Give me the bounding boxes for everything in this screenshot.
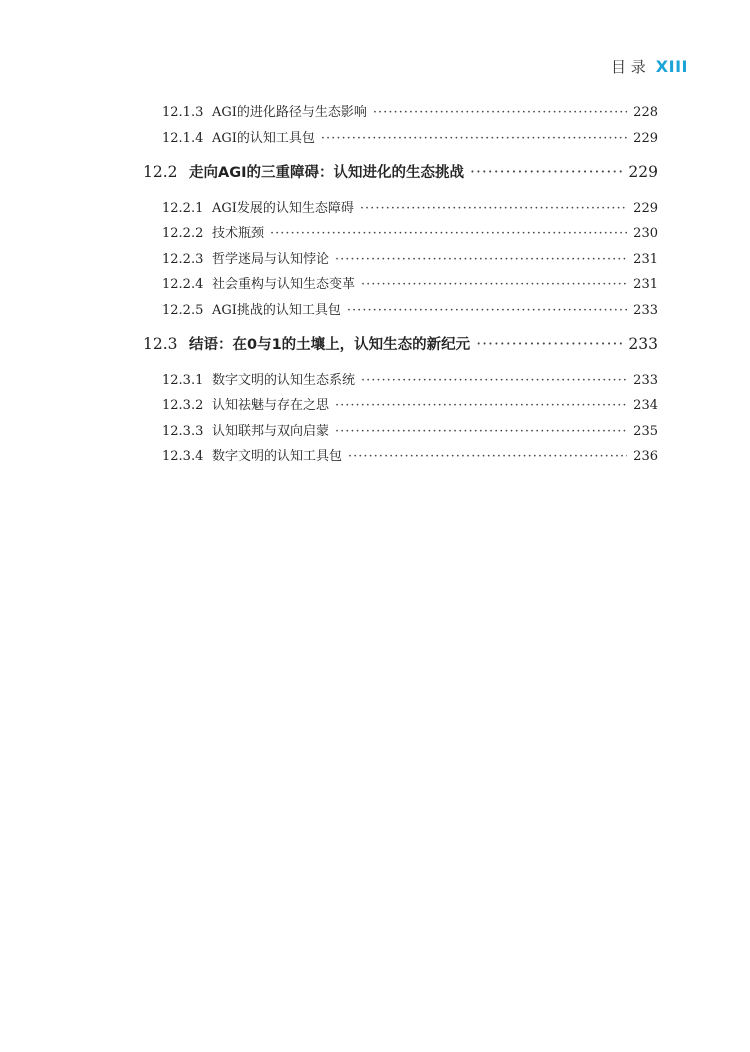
entry-page: 230 xyxy=(633,226,658,241)
leader-dots xyxy=(321,131,627,146)
leader-dots xyxy=(476,335,622,353)
toc-entry[interactable] xyxy=(162,222,658,242)
toc-entry[interactable] xyxy=(162,445,658,465)
entry-page: 234 xyxy=(633,398,658,413)
toc-entry[interactable] xyxy=(162,248,658,268)
entry-title: AGI的进化路径与生态影响 xyxy=(212,105,367,120)
leader-dots xyxy=(335,424,627,439)
leader-dots xyxy=(335,398,627,413)
toc-entry[interactable] xyxy=(162,369,658,389)
entry-page: 229 xyxy=(633,131,658,146)
toc-entry[interactable] xyxy=(162,420,658,440)
entry-number: 12.3.4 xyxy=(162,449,204,464)
toc-entry[interactable] xyxy=(162,273,658,293)
leader-dots xyxy=(373,105,627,120)
entry-title: AGI发展的认知生态障碍 xyxy=(212,201,354,216)
entry-title: 认知联邦与双向启蒙 xyxy=(212,424,330,439)
entry-number: 12.2.5 xyxy=(162,303,204,318)
running-header xyxy=(611,56,688,77)
entry-number: 12.3.3 xyxy=(162,424,204,439)
leader-dots xyxy=(360,201,627,216)
entry-number: 12.2 xyxy=(143,163,178,181)
toc-entry[interactable] xyxy=(162,394,658,414)
toc-entry[interactable] xyxy=(162,127,658,147)
entry-title: 社会重构与认知生态变革 xyxy=(212,277,356,292)
entry-title: 认知祛魅与存在之思 xyxy=(212,398,330,413)
entry-title: 技术瓶颈 xyxy=(212,226,265,241)
entry-title: 数字文明的认知工具包 xyxy=(212,449,343,464)
entry-page: 233 xyxy=(628,335,658,353)
entry-number: 12.2.2 xyxy=(162,226,204,241)
entry-title: AGI挑战的认知工具包 xyxy=(212,303,341,318)
entry-number: 12.1.3 xyxy=(162,105,204,120)
entry-number: 12.3.2 xyxy=(162,398,204,413)
entry-title: AGI的认知工具包 xyxy=(212,131,315,146)
entry-number: 12.2.3 xyxy=(162,252,204,267)
leader-dots xyxy=(361,373,627,388)
header-page-numeral: XIII xyxy=(655,57,688,76)
entry-page: 229 xyxy=(633,201,658,216)
entry-title: 哲学迷局与认知悖论 xyxy=(212,252,330,267)
entry-page: 229 xyxy=(628,163,658,181)
entry-page: 235 xyxy=(633,424,658,439)
leader-dots xyxy=(347,303,627,318)
entry-number: 12.3 xyxy=(143,335,178,353)
entry-number: 12.3.1 xyxy=(162,373,204,388)
entry-title: 结语：在0与1的土壤上，认知生态的新纪元 xyxy=(189,337,471,353)
toc-section-entry[interactable] xyxy=(143,161,658,185)
entry-title: 走向AGI的三重障碍：认知进化的生态挑战 xyxy=(189,165,465,181)
entry-number: 12.2.4 xyxy=(162,277,204,292)
leader-dots xyxy=(335,252,627,267)
leader-dots xyxy=(361,277,627,292)
entry-page: 236 xyxy=(633,449,658,464)
entry-page: 228 xyxy=(633,105,658,120)
toc-entry[interactable] xyxy=(162,197,658,217)
toc-section-entry[interactable] xyxy=(143,333,658,357)
toc-entry[interactable] xyxy=(162,101,658,121)
leader-dots xyxy=(270,226,627,241)
header-label: 目 录 xyxy=(611,58,646,76)
entry-page: 231 xyxy=(633,277,658,292)
entry-number: 12.1.4 xyxy=(162,131,204,146)
entry-page: 231 xyxy=(633,252,658,267)
entry-number: 12.2.1 xyxy=(162,201,204,216)
leader-dots xyxy=(470,163,622,181)
entry-title: 数字文明的认知生态系统 xyxy=(212,373,356,388)
toc-entry[interactable] xyxy=(162,299,658,319)
entry-page: 233 xyxy=(633,303,658,318)
leader-dots xyxy=(348,449,627,464)
entry-page: 233 xyxy=(633,373,658,388)
